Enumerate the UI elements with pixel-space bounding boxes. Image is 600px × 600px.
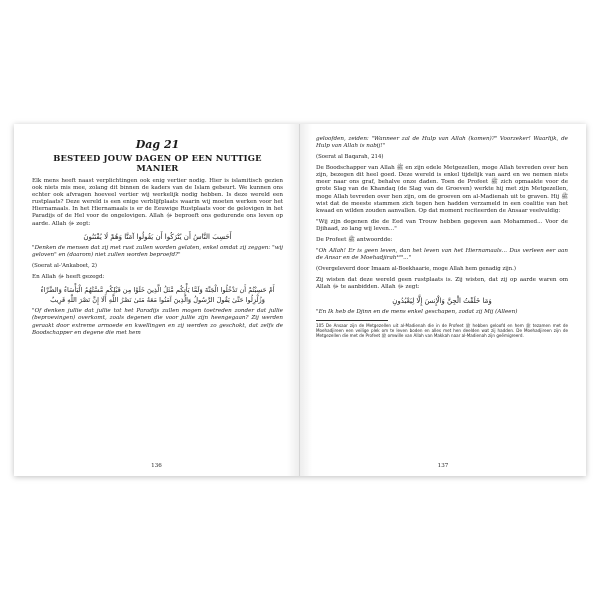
body-paragraph: De Boodschapper van Allah ﷺ en zijn edele Metgezellen, moge Allah tevreden over hen zijn, bezegen dit heel goed. Deze wereld is enkel tijdelijk van aard en we nemen niets meer naar ons graf, behalve onze daden. Toen de Profeet ﷺ zich opmaakte voor de grote Slag van de Khandaq (de Slag van de Groeven) werkte hij met zijn Metgezellen, moge Allah tevreden over hen zijn, om de groeven om al-Madienah uit te graven. Hij ﷺ wist dat de meeste stammen zich tegen hen hadden verzameld in een coalitie van het kwaad en wilden zouden aanvallen. Op dat moment reciteerden de Ansaar veelvuldig: bbox=[316, 165, 569, 214]
arabic-verse: أَحَسِبَ النَّاسُ أَن يُتْرَكُوا أَن يَقُولُوا آمَنَّا وَهُمْ لَا يُفْتَنُونَ bbox=[83, 232, 232, 241]
body-paragraph: Zij wisten dat deze wereld geen rustplaats is. Zij wisten, dat zij op aarde waren om Allah ﷻ te aanbidden. Allah ﷻ zegt: bbox=[316, 277, 568, 291]
verse-source: (Soerat al Baqarah, 214) bbox=[316, 154, 384, 161]
footnote-divider bbox=[316, 320, 388, 321]
verse-translation-continued: geloofden, zeiden: "Wanneer zal de Hulp van Allah (komen)?" Voorzeker! Waarlijk, de Hulp van Allah is nabij!" bbox=[316, 136, 568, 150]
lead-in-text: De Profeet ﷺ antwoordde: bbox=[316, 237, 393, 244]
ansaar-quote: "Wij zijn degenen die de Eed van Trouw hebben gegeven aan Mohammed... Voor de Djihaad, zo lang wij leven..." bbox=[316, 218, 568, 232]
page-number: 136 bbox=[151, 463, 162, 469]
gutter-shadow bbox=[300, 124, 312, 476]
chapter-heading: BESTEED JOUW DAGEN OP EEN NUTTIGE MANIER bbox=[53, 153, 262, 173]
intro-paragraph: Elk mens heeft naast verplichtingen ook enig vertier nodig. Hier is islamitisch gezien ook niets mis mee, zolang dit binnen de kaders van de Islam gebeurt. We kunnen ons echter ook afvragen hoeveel vertier wij werkelijk nodig hebben. Is deze wereld een rustplaats? Deze wereld is een enige verblijfplaats waarin wij moeten werken voor het Hiernamaals. In het Hiernamaals is er de Eeuwige Rustplaats voor de gelovigen in het Paradijs of de Hel voor de ongelovigen. Allah ﷻ beproeft ons gedurende ons leven op aarde. Allah ﷻ zegt: bbox=[32, 178, 283, 227]
verse-source: (Soerat al-'Ankaboet, 2) bbox=[32, 262, 98, 269]
book-spread bbox=[14, 124, 586, 476]
prophet-quote: "Oh Allah! Er is geen leven, dan het leven van het Hiernamaals... Dus verleen eer aan de Ansar en de Moehadjirah¹⁰⁵..." bbox=[316, 248, 568, 262]
lead-in-text: En Allah ﷻ heeft gezegd: bbox=[32, 273, 105, 280]
arabic-verse: وَمَا خَلَقْتُ الْجِنَّ وَالْإِنسَ إِلَّا لِيَعْبُدُونِ bbox=[392, 296, 492, 305]
right-page bbox=[300, 124, 586, 476]
footnote: 105 De Ansaar zijn de Metgezellen uit al-Madienah die in de Profeet ﷺ hebben geloofd en hem ﷺ tezamen met de Moehadjireen een veilige plek om te leven boden en alles met hen deelden wat zij hadden. De Moehadjireen zijn de Metgezellen die met de Profeet ﷺ omwille van Allah van Makkah naar al-Madienah zijn geëmigreerd. bbox=[316, 322, 568, 339]
hadith-source: (Overgeleverd door Imaam al-Boekhaarie, moge Allah hem genadig zijn.) bbox=[316, 266, 516, 273]
gutter-shadow bbox=[287, 124, 299, 476]
verse-translation: "Of denken jullie dat jullie tot het Paradijs zullen mogen toetreden zonder dat jullie (beproevingen) overkomt, zoals degenen die voor jullie zijn heengegaan? Zij werden geraakt door extreme armoede en kwellingen en zij werden zo geschokt, dat zelfs de Boodschapper en degene die met hem bbox=[32, 308, 283, 336]
page-number: 137 bbox=[437, 463, 449, 469]
arabic-verse: أَمْ حَسِبْتُمْ أَن تَدْخُلُوا الْجَنَّةَ وَلَمَّا يَأْتِكُم مَّثَلُ الَّذِينَ خَلَوْا مِن قَبْلِكُم مَّسَّتْهُمُ الْبَأْسَاءُ وَالضَّرَّاءُ وَزُلْزِلُوا حَتَّىٰ يَقُولَ الرَّسُولُ وَالَّذِينَ آمَنُوا مَعَهُ مَتَىٰ نَصْرُ اللَّهِ أَلَا إِنَّ نَصْرَ اللَّهِ قَرِيبٌ bbox=[40, 285, 275, 305]
day-title: Dag 21 bbox=[135, 138, 180, 151]
verse-translation: "En Ik heb de Djinn en de mens enkel geschapen, zodat zij Mij (Alleen) bbox=[316, 308, 518, 315]
left-page bbox=[14, 124, 300, 476]
verse-translation: "Denken de mensen dat zij met rust zullen worden gelaten, enkel omdat zij zeggen: "wij geloven" en (daarom) niet zullen worden beproefd?" bbox=[32, 244, 283, 258]
